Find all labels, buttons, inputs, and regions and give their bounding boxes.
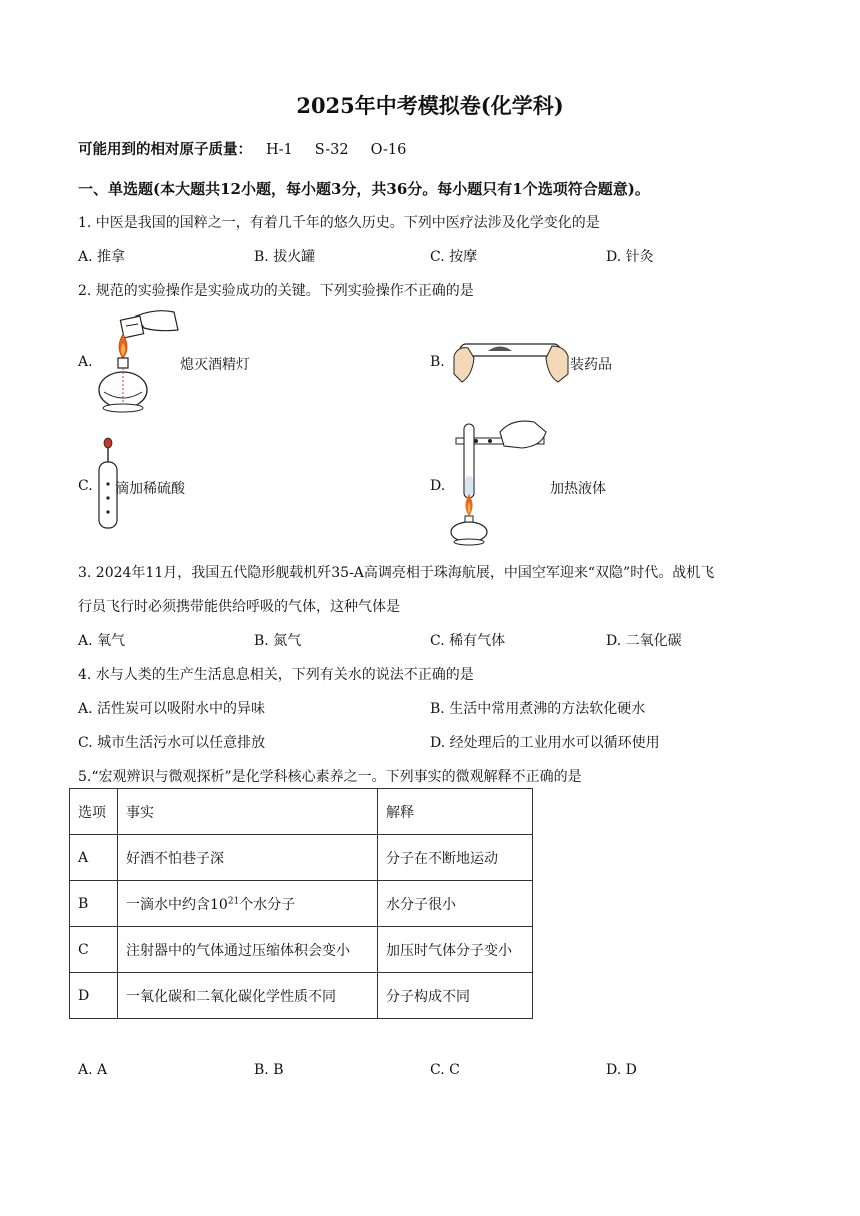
q3-option-d[interactable]: D. 二氧化碳: [606, 633, 682, 649]
q2-option-a-label: 熄灭酒精灯: [180, 357, 250, 373]
table-cell-fact: 一氧化碳和二氧化碳化学性质不同: [118, 973, 378, 1019]
q1-option-c[interactable]: C. 按摩: [430, 249, 478, 265]
q4-option-b[interactable]: B. 生活中常用煮沸的方法软化硬水: [430, 701, 646, 717]
q4-option-a[interactable]: A. 活性炭可以吸附水中的异味: [78, 701, 266, 717]
table-header-row: [70, 789, 533, 835]
q5-option-d[interactable]: D. D: [606, 1062, 637, 1078]
q3-option-c[interactable]: C. 稀有气体: [430, 633, 506, 649]
table-cell-explain: 分子构成不同: [378, 973, 533, 1019]
q5-option-c[interactable]: C. C: [430, 1062, 460, 1078]
table-cell-option: B: [70, 881, 118, 927]
heating-liquid-icon: [450, 418, 552, 548]
fact-text-pre: 一滴水中约含10: [126, 896, 228, 913]
q5-table: [69, 788, 533, 1019]
q2-option-d-label: 加热液体: [550, 481, 606, 497]
atomic-mass-o: O-16: [370, 142, 407, 158]
section-heading: 一、单选题(本大题共12小题，每小题3分，共36分。每小题只有1个选项符合题意)。: [78, 180, 650, 198]
alcohol-lamp-cap-icon: [96, 306, 186, 418]
q1-option-d[interactable]: D. 针灸: [606, 249, 654, 265]
table-row: [70, 881, 533, 927]
table-cell-option: C: [70, 927, 118, 973]
table-cell-option: A: [70, 835, 118, 881]
table-row: [70, 835, 533, 881]
q2-option-b-label: 装药品: [570, 357, 612, 373]
table-cell-fact: 注射器中的气体通过压缩体积会变小: [118, 927, 378, 973]
q4-stem: 4. 水与人类的生产生活息息相关，下列有关水的说法不正确的是: [78, 667, 474, 683]
table-header-explain: 解释: [378, 789, 533, 835]
q1-option-a[interactable]: A. 推拿: [78, 249, 126, 265]
q1-option-b[interactable]: B. 拔火罐: [254, 249, 316, 265]
q2-stem: 2. 规范的实验操作是实验成功的关键。下列实验操作不正确的是: [78, 283, 474, 299]
q3-stem-line2: 行员飞行时必须携带能供给呼吸的气体，这种气体是: [78, 599, 400, 615]
fact-exponent: 21: [227, 895, 240, 906]
atomic-mass-s: S-32: [314, 142, 349, 158]
q2-option-b-letter[interactable]: B.: [430, 354, 445, 370]
q4-option-d[interactable]: D. 经处理后的工业用水可以循环使用: [430, 735, 660, 751]
q3-option-a[interactable]: A. 氧气: [78, 633, 126, 649]
page-title: 2025年中考模拟卷(化学科): [296, 93, 564, 118]
table-cell-fact: 好酒不怕巷子深: [118, 835, 378, 881]
fact-text-post: 个水分子: [239, 896, 296, 913]
q2-option-d-letter[interactable]: D.: [430, 478, 446, 494]
table-cell-explain: 加压时气体分子变小: [378, 927, 533, 973]
q2-option-c-letter[interactable]: C.: [78, 478, 93, 494]
atomic-mass-h: H-1: [266, 142, 293, 158]
table-header-option: 选项: [70, 789, 118, 835]
table-cell-explain: 水分子很小: [378, 881, 533, 927]
test-tube-powder-icon: [452, 334, 570, 386]
table-row: [70, 927, 533, 973]
q3-stem-line1: 3. 2024年11月，我国五代隐形舰载机歼35-A高调亮相于珠海航展，中国空军迎来“双隐”时代。战机飞: [78, 565, 715, 581]
table-cell-fact: [118, 881, 378, 927]
atomic-mass-line: [78, 138, 406, 159]
q3-option-b[interactable]: B. 氮气: [254, 633, 302, 649]
q5-option-b[interactable]: B. B: [254, 1062, 284, 1078]
q5-stem: 5.“宏观辨识与微观探析”是化学科核心素养之一。下列事实的微观解释不正确的是: [78, 769, 582, 785]
q5-option-a[interactable]: A. A: [78, 1062, 108, 1078]
q2-option-a-letter[interactable]: A.: [78, 354, 93, 370]
atomic-mass-label: 可能用到的相对原子质量：: [78, 141, 252, 158]
q1-stem: 1. 中医是我国的国粹之一，有着几千年的悠久历史。下列中医疗法涉及化学变化的是: [78, 215, 600, 231]
table-cell-explain: 分子在不断地运动: [378, 835, 533, 881]
table-header-fact: 事实: [118, 789, 378, 835]
table-cell-option: D: [70, 973, 118, 1019]
q2-option-c-label: 滴加稀硫酸: [115, 481, 185, 497]
table-row: [70, 973, 533, 1019]
q4-option-c[interactable]: C. 城市生活污水可以任意排放: [78, 735, 266, 751]
